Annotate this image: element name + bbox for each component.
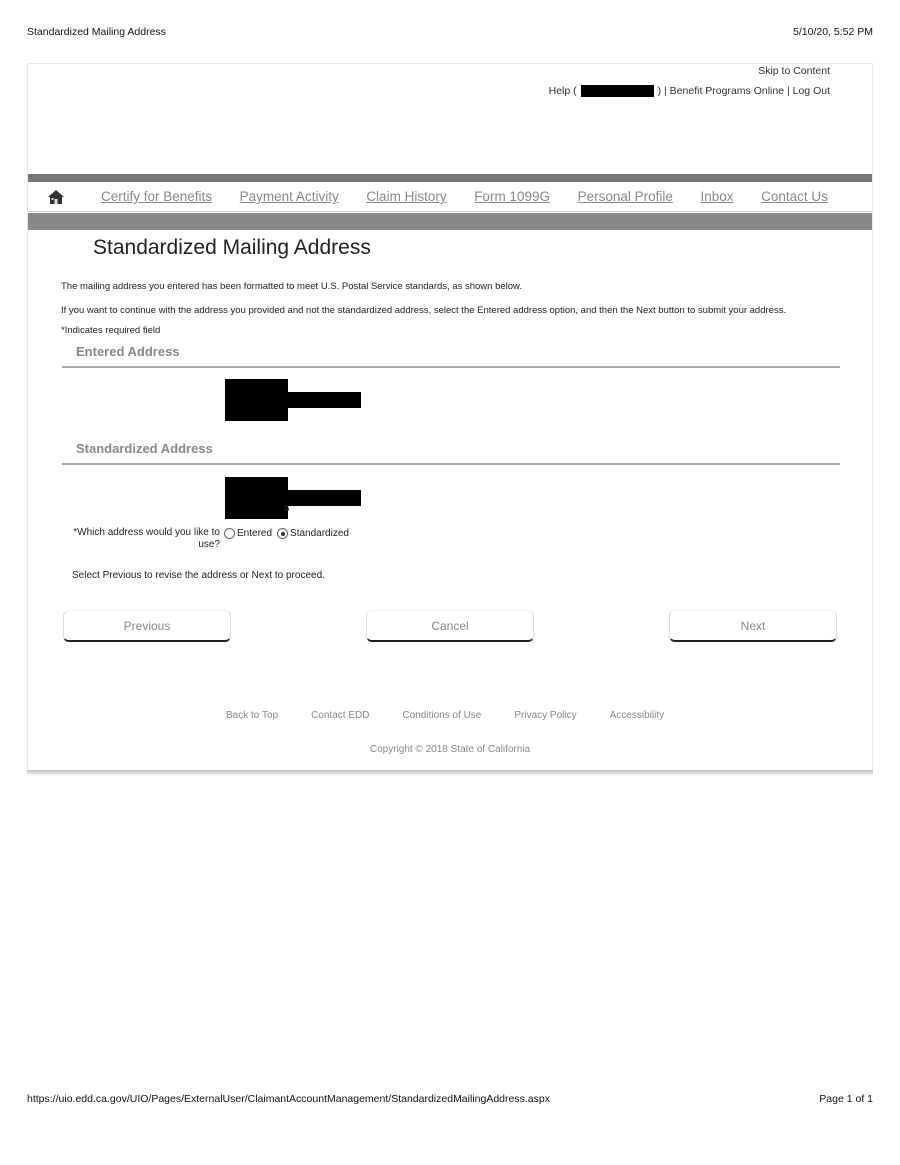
redaction-block — [225, 490, 361, 506]
utility-links — [549, 85, 830, 97]
page-frame — [27, 63, 873, 775]
proceed-instructions: Select Previous to revise the address or Next to proceed. — [72, 570, 325, 581]
footer-conditions-of-use[interactable]: Conditions of Use — [402, 710, 482, 721]
copyright: Copyright © 2018 State of California — [369, 744, 531, 755]
entered-address-redacted — [225, 379, 361, 421]
nav-inbox[interactable]: Inbox — [700, 189, 734, 204]
address-choice-label: *Which address would you like to use? — [73, 527, 220, 550]
print-page-number: Page 1 of 1 — [819, 1093, 873, 1105]
intro-text: The mailing address you entered has been formatted to meet U.S. Postal Service standards, as shown below. — [61, 281, 523, 292]
redacted-phone — [581, 85, 654, 97]
previous-button[interactable]: Previous — [63, 610, 231, 642]
benefit-programs-logout-links[interactable]: ) | Benefit Programs Online | Log Out — [657, 85, 830, 97]
radio-standardized-label: Standardized — [290, 528, 349, 539]
radio-circle-entered[interactable] — [224, 528, 235, 539]
cancel-button[interactable]: Cancel — [366, 610, 534, 642]
redaction-block — [225, 392, 361, 408]
home-icon-graphic — [47, 189, 65, 205]
nav-payment-activity[interactable]: Payment Activity — [239, 189, 339, 204]
skip-to-content-link[interactable]: Skip to Content — [758, 65, 830, 77]
required-field-note: *Indicates required field — [61, 325, 161, 336]
footer-privacy-policy[interactable]: Privacy Policy — [514, 710, 577, 721]
help-link[interactable]: Help ( — [548, 85, 577, 97]
header-bar — [28, 174, 872, 182]
instructions-text: If you want to continue with the address you provided and not the standardized address, select the Entered address option, and then the Next button to submit your address. — [61, 305, 787, 316]
footer-contact-edd[interactable]: Contact EDD — [311, 710, 370, 721]
footer-accessibility[interactable]: Accessibility — [609, 710, 665, 721]
standardized-address-heading-text: Standardized Address — [76, 441, 213, 456]
utility-bar — [549, 65, 830, 97]
nav-items — [83, 189, 872, 204]
home-icon[interactable] — [28, 182, 83, 212]
next-button[interactable]: Next — [669, 610, 837, 642]
nav-personal-profile[interactable]: Personal Profile — [577, 189, 673, 204]
radio-entered-label: Entered — [237, 528, 273, 539]
nav-certify-for-benefits[interactable]: Certify for Benefits — [101, 189, 213, 204]
nav-form-1099g[interactable]: Form 1099G — [474, 189, 550, 204]
section-divider — [62, 463, 840, 465]
footer-back-to-top[interactable]: Back to Top — [226, 710, 279, 721]
radio-entered[interactable] — [224, 528, 272, 539]
standardized-address-heading — [62, 441, 840, 456]
page-bottom-shadow — [27, 770, 873, 776]
address-visible-fragment: S — [284, 504, 290, 513]
main-nav — [28, 182, 872, 212]
entered-address-heading — [62, 344, 840, 359]
page-title: Standardized Mailing Address — [93, 236, 371, 259]
sub-header-bar — [28, 213, 872, 230]
nav-claim-history[interactable]: Claim History — [366, 189, 447, 204]
nav-contact-us[interactable]: Contact Us — [761, 189, 828, 204]
footer-links — [226, 710, 664, 721]
radio-circle-standardized[interactable] — [277, 528, 288, 539]
standardized-address-redacted — [225, 477, 361, 519]
print-url: https://uio.edd.ca.gov/UIO/Pages/ExternalUser/ClaimantAccountManagement/StandardizedMailingAddress.aspx — [27, 1093, 550, 1105]
section-divider — [62, 366, 840, 368]
print-title: Standardized Mailing Address — [27, 26, 166, 38]
entered-address-heading-text: Entered Address — [76, 344, 180, 359]
print-datetime: 5/10/20, 5:52 PM — [793, 26, 873, 38]
address-choice-radios — [224, 528, 354, 539]
radio-standardized[interactable] — [277, 528, 349, 539]
